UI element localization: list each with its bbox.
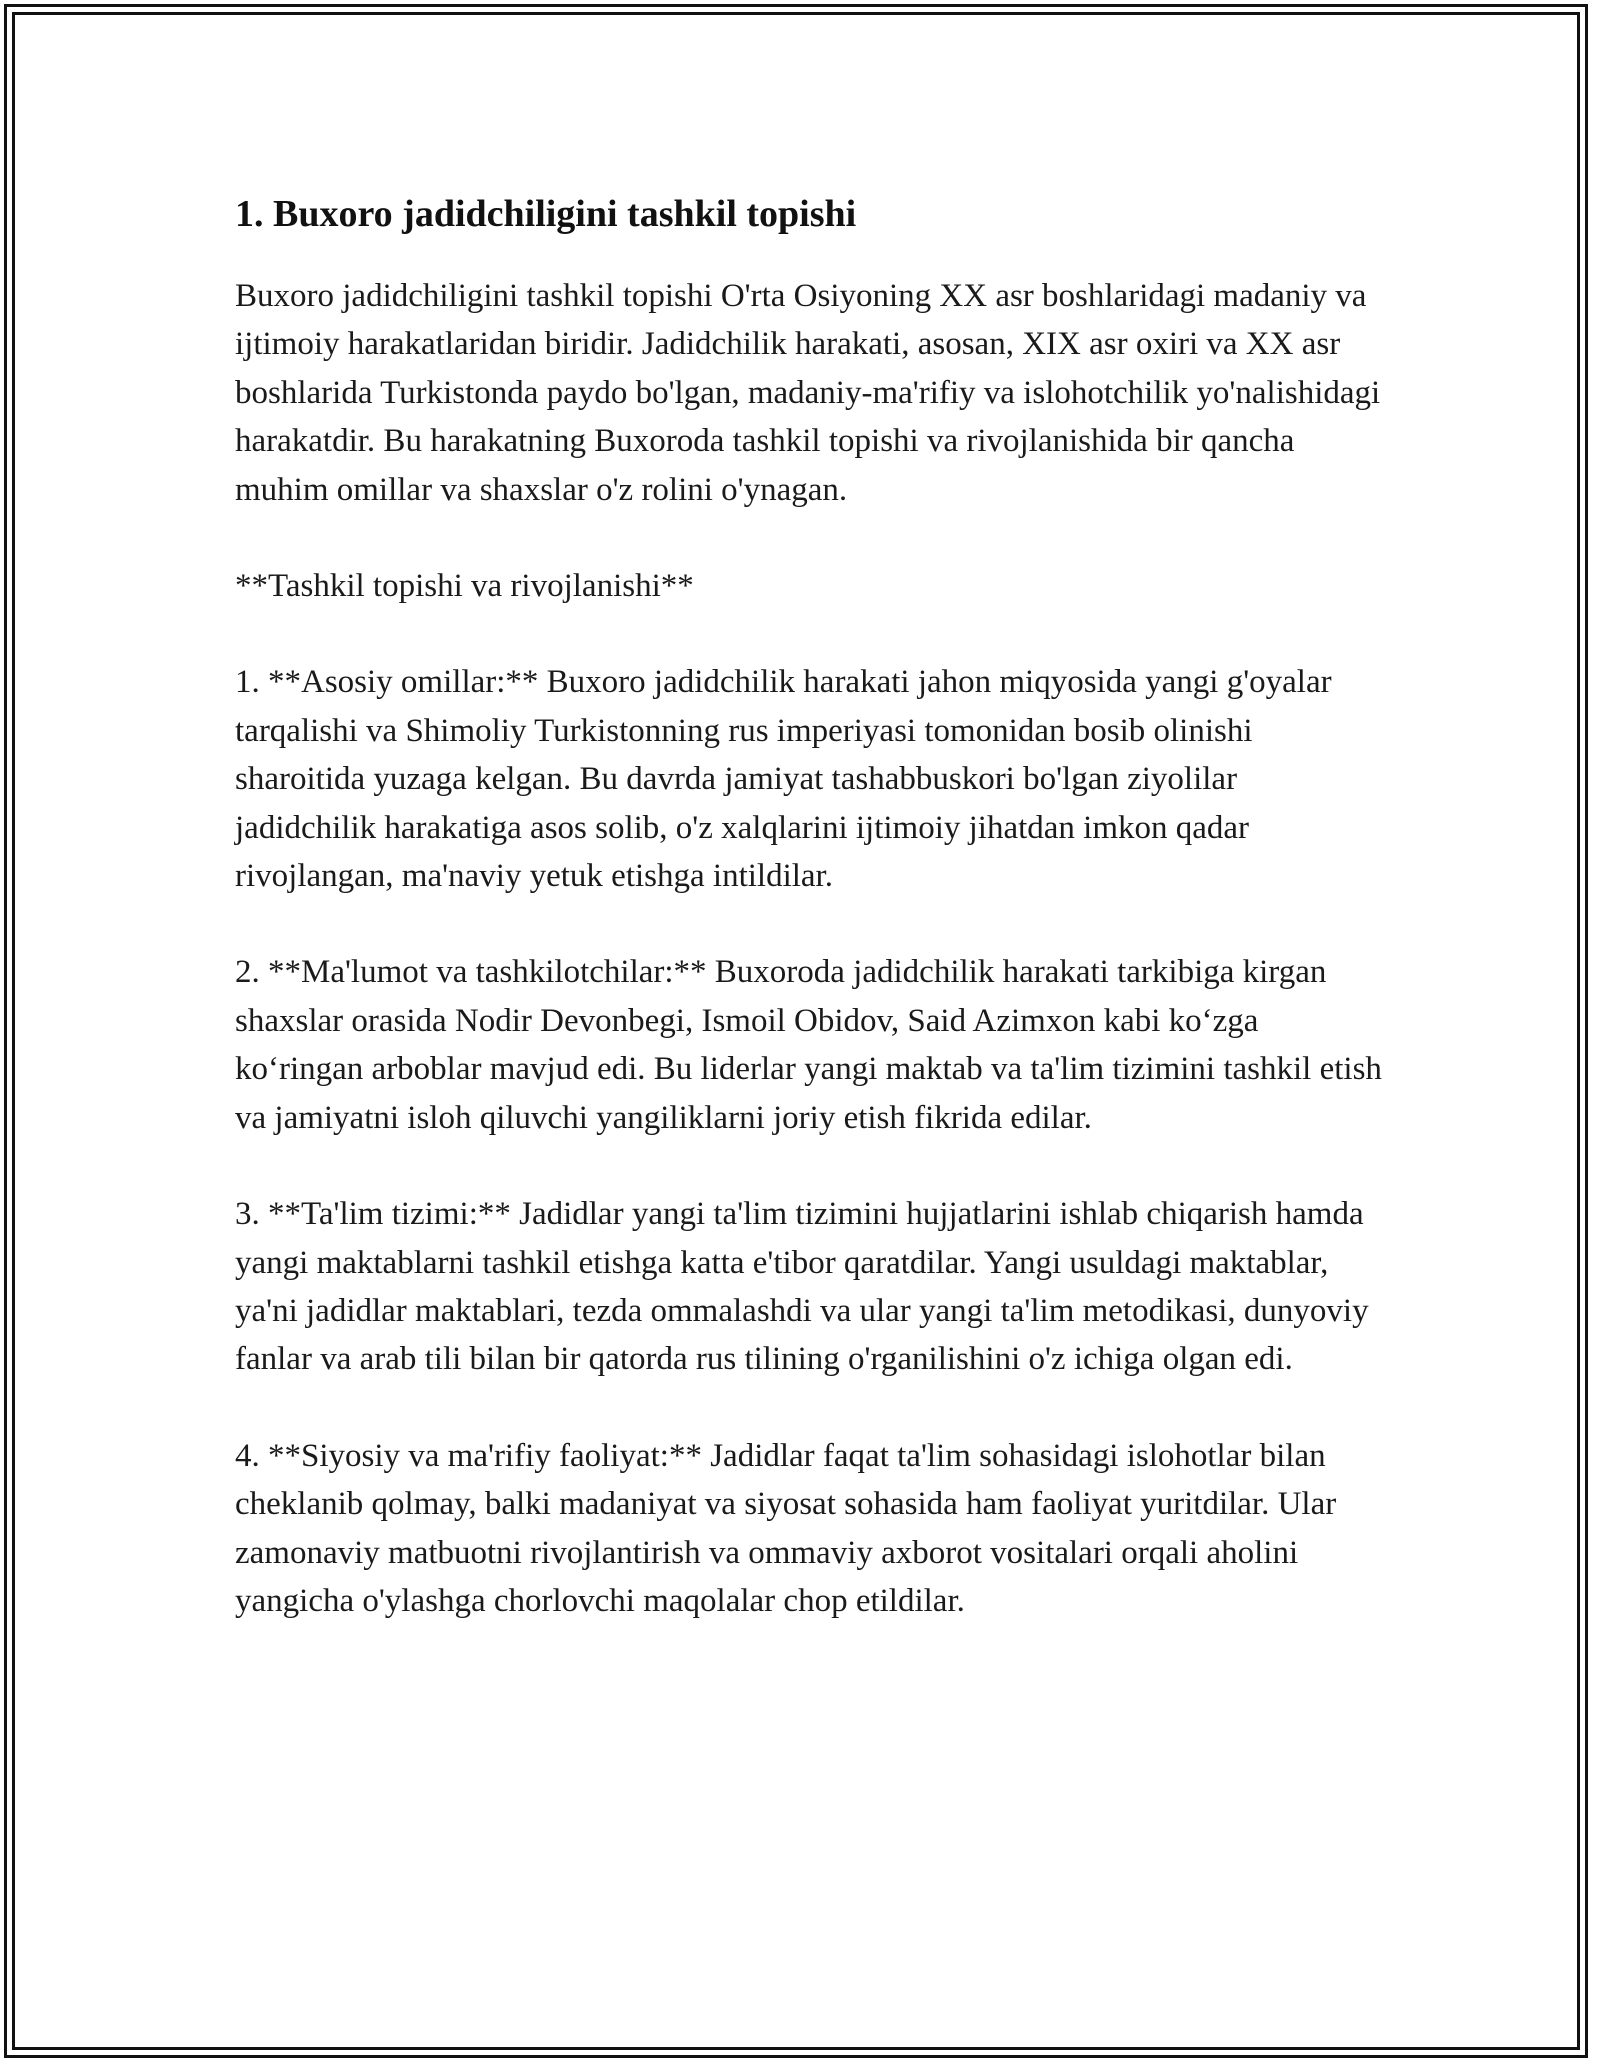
list-item-talim-tizimi: 3. **Ta'lim tizimi:** Jadidlar yangi ta'lim tizimini hujjatlarini ishlab chiqarish hamda yangi maktablarni tashkil etishga katta e'tibor qaratdilar. Yangi usuldagi maktablar, ya'ni jadidlar maktablari, tezda ommalashdi va ular yangi ta'lim metodikasi, dunyoviy fanlar va arab tili bilan bir qatorda rus tilining o'rganilishini o'z ichiga olgan edi. [235, 1196, 1369, 1378]
intro-paragraph: Buxoro jadidchiligini tashkil topishi O'rta Osiyoning XX asr boshlaridagi madaniy va ijtimoiy harakatlaridan biridir. Jadidchilik harakati, asosan, XIX asr oxiri va XX asr boshlarida Turkistonda paydo bo'lgan, madaniy-ma'rifiy va islohotchilik yo'nalishidagi harakatdir. Bu harakatning Buxoroda tashkil topishi va rivojlanishida bir qancha muhim omillar va shaxslar o'z rolini o'ynagan. [235, 278, 1381, 508]
list-item-malumot-tashkilotchilar: 2. **Ma'lumot va tashkilotchilar:** Buxoroda jadidchilik harakati tarkibiga kirgan shaxslar orasida Nodir Devonbegi, Ismoil Obidov, Said Azimxon kabi koʻzga koʻringan arboblar mavjud edi. Bu liderlar yangi maktab va ta'lim tizimini tashkil etish va jamiyatni isloh qiluvchi yangiliklarni joriy etish fikrida edilar. [235, 954, 1382, 1136]
section-heading: 1. Buxoro jadidchiligini tashkil topishi [235, 193, 857, 235]
subheading-paragraph: **Tashkil topishi va rivojlanishi** [235, 568, 694, 605]
list-item-siyosiy-marifiy: 4. **Siyosiy va ma'rifiy faoliyat:** Jadidlar faqat ta'lim sohasidagi islohotlar bilan cheklanib qolmay, balki madaniyat va siyosat sohasida ham faoliyat yuritdilar. Ular zamonaviy matbuotni rivojlantirish va ommaviy axborot vositalari orqali aholini yangicha o'ylashga chorlovchi maqolalar chop etildilar. [235, 1437, 1337, 1619]
list-item-asosiy-omillar: 1. **Asosiy omillar:** Buxoro jadidchilik harakati jahon miqyosida yangi g'oyalar tarqalishi va Shimoliy Turkistonning rus imperiyasi tomonidan bosib olinishi sharoitida yuzaga kelgan. Bu davrda jamiyat tashabbuskori bo'lgan ziyolilar jadidchilik harakatiga asos solib, o'z xalqlarini ijtimoiy jihatdan imkon qadar rivojlangan, ma'naviy yetuk etishga intildilar. [235, 664, 1332, 895]
document-body [235, 186, 1385, 1625]
